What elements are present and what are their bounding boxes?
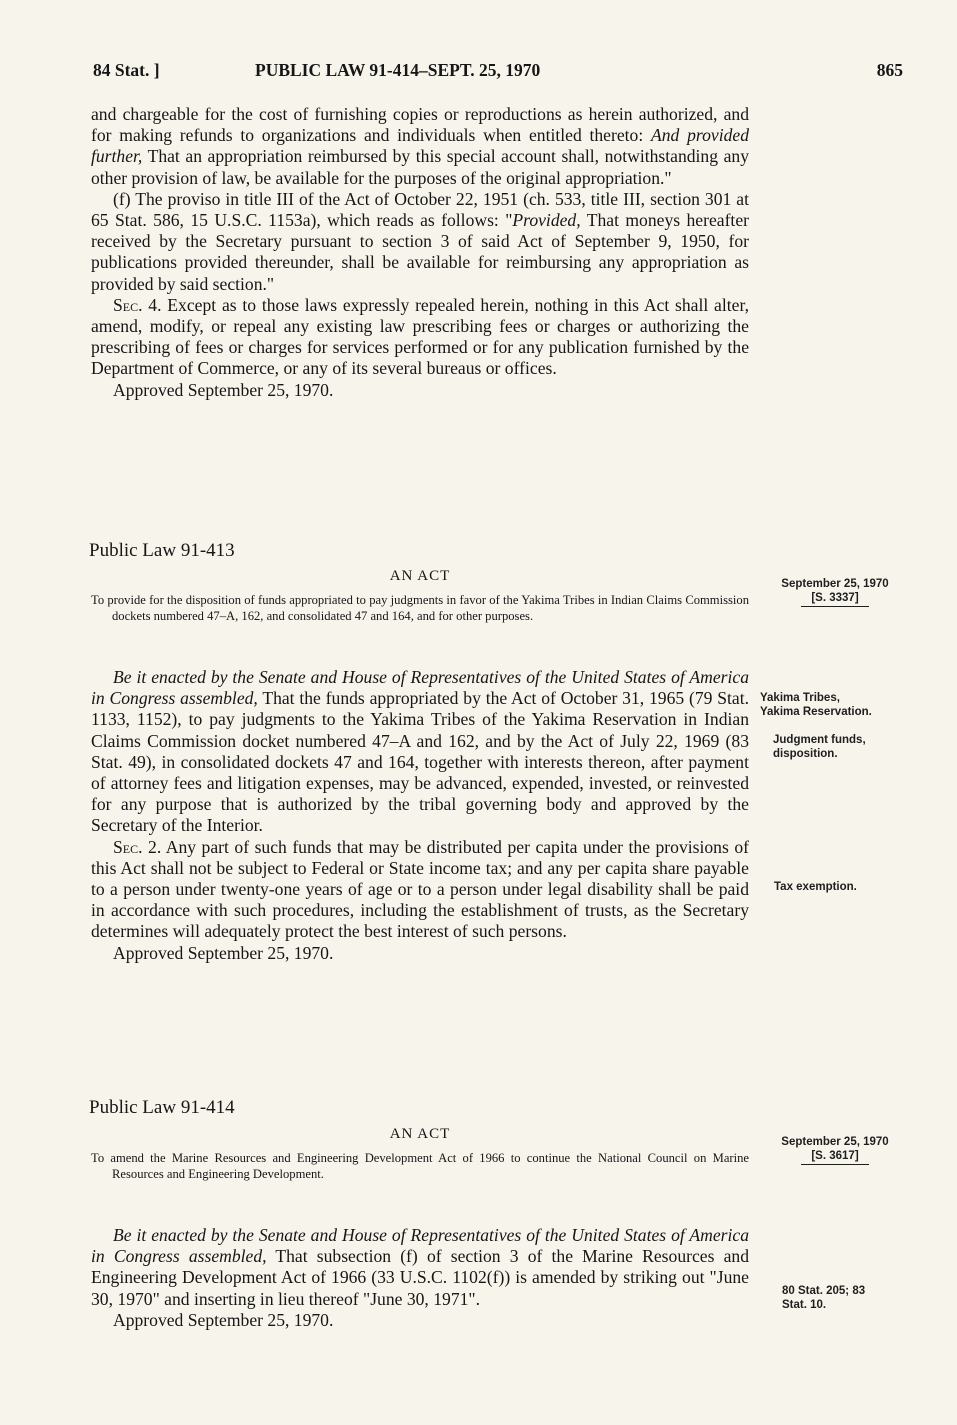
act-purpose: To provide for the disposition of funds appropriated to pay judgments in favor of the Yakima Tribes in Indian Claims Commission dockets numbered 47–A, 162, and consolidated 47 and 164, and for other purposes.	[91, 593, 749, 623]
section-1: Be it enacted by the Senate and House of Representatives of the United States of America in Congress assembled, That the funds appropriated by the Act of October 31, 1965 (79 Stat. 1133, 1152), to pay judgments to the Yakima Tribes of the Yakima Reservation in Indian Claims Commission docket numbered 47–A and 162, and by the Act of July 22, 1969 (83 Stat. 49), in consolidated dockets 47 and 164, together with interests thereon, after payment of attorney fees and litigation expenses, may be advanced, expended, invested, or reinvested for any purpose that is authorized by the tribal governing body and approved by the Secretary of the Interior.	[91, 667, 750, 836]
law-91-413-body	[91, 667, 749, 964]
law-title-91-413: Public Law 91-413	[89, 540, 235, 561]
an-act-heading: AN ACT	[389, 1126, 451, 1142]
page-header	[93, 60, 903, 90]
margin-date: September 25, 1970	[781, 578, 889, 590]
section-1: Be it enacted by the Senate and House of Representatives of the United States of America in Congress assembled, That subsection (f) of section 3 of the Marine Resources and Engineering Development Act of 1966 (33 U.S.C. 1102(f)) is amended by striking out "June 30, 1970" and inserting in lieu thereof "June 30, 1971".	[91, 1225, 749, 1309]
margin-date-bill	[760, 578, 910, 607]
margin-note-tax: Tax exemption.	[774, 881, 857, 893]
approved-date: Approved September 25, 1970.	[113, 942, 334, 963]
section-4: Sec. 4. Except as to those laws expressly repealed herein, nothing in this Act shall alter, amend, modify, or repeal any existing law prescribing fees or charges or authorizing the prescribing of fees or charges for services performed or for any publication furnished by the Department of Commerce, or any of its several bureaus or offices.	[91, 294, 749, 379]
margin-bill-number: [S. 3617]	[801, 1150, 868, 1166]
margin-bill-number: [S. 3337]	[801, 592, 868, 608]
margin-date: September 25, 1970	[781, 1136, 889, 1148]
previous-law-continuation	[91, 104, 749, 401]
page-number: 865	[876, 60, 903, 80]
approved-date: Approved September 25, 1970.	[113, 1309, 334, 1330]
law-title-91-414: Public Law 91-414	[89, 1097, 235, 1118]
act-purpose: To amend the Marine Resources and Engineering Development Act of 1966 to continue the National Council on Marine Resources and Engineering Development.	[91, 1151, 749, 1181]
enacting-clause: Be it enacted by the Senate and House of Representatives of the United States of America in Congress assembled,	[91, 667, 749, 709]
section-2: Sec. 2. Any part of such funds that may be distributed per capita under the provisions of this Act shall not be subject to Federal or State income tax; and any per capita share payable to a person under twenty-one years of age or to a person under legal disability shall be paid in accordance with such procedures, including the establishment of trusts, as the Secretary determines will adequately protect the best interest of such persons.	[91, 836, 749, 942]
margin-note-yakima: Yakima Tribes, Yakima Reservation.	[760, 692, 872, 718]
margin-note-judgment: Judgment funds, disposition.	[773, 734, 866, 760]
an-act-heading: AN ACT	[389, 568, 451, 584]
subsection-f: (f) The proviso in title III of the Act of October 22, 1951 (ch. 533, title III, section 301 at 65 Stat. 586, 15 U.S.C. 1153a), which reads as follows: "Provided, That moneys hereafter received by the Secretary pursuant to section 3 of said Act of September 9, 1950, for publications provided thereunder, shall be available for reimbursing any appropriation as provided by said section."	[91, 188, 749, 294]
margin-date-bill	[760, 1136, 910, 1165]
enacting-clause: Be it enacted by the Senate and House of Representatives of the United States of America in Congress assembled,	[91, 1225, 749, 1267]
continuation-paragraph: and chargeable for the cost of furnishing copies or reproductions as herein authorized, and for making refunds to organizations and individuals when entitled thereto: And provided further, That an appropriation reimbursed by this special account shall, notwithstanding any other provision of law, be available for the purposes of the original appropriation."	[91, 104, 749, 188]
page-title: PUBLIC LAW 91-414–SEPT. 25, 1970	[255, 60, 541, 80]
statute-citation: 84 Stat. ]	[93, 60, 160, 80]
law-91-414-body	[91, 1225, 749, 1331]
margin-note-statute-reference: 80 Stat. 205; 83 Stat. 10.	[782, 1285, 866, 1311]
approved-date: Approved September 25, 1970.	[113, 379, 334, 400]
